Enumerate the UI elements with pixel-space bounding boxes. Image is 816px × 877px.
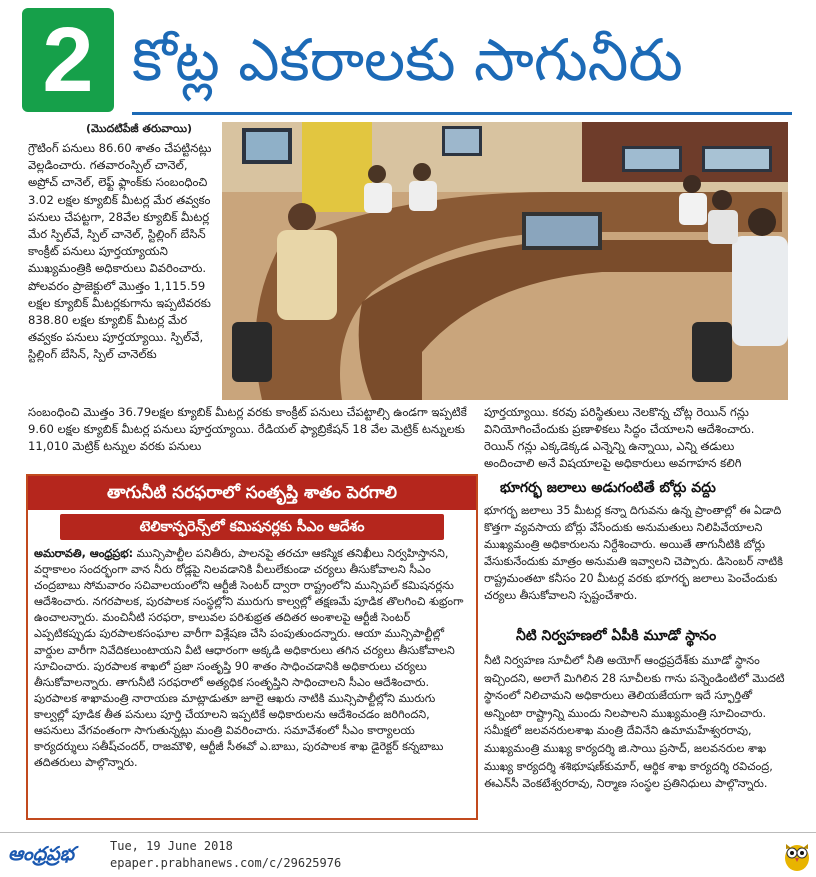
headline-number: 2 (42, 9, 94, 111)
continuation-text-right: పూర్తయ్యాయి. కరవు పరిస్థితులు నెలకొన్న చోట్ల రెయిన్ గన్లు వినియోగించేందుకు ప్రణాళికలు సిద్ధం చేయాలని ఆదేశించారు. రెయిన్ గన్లు ఎక్కడెక్కడ ఎన్నెన్ని ఉన్నాయి, ఎన్ని తడులు అందించాలి అనే విషయాలపై అధికారులు అవగాహన కలిగి (484, 405, 755, 470)
continuation-text-left: సంబంధించి మొత్తం 36.79లక్షల క్యూబిక్ మీటర్ల వరకు కాంక్రీట్ పనులు చేపట్టాల్సి ఉండగా ఇప్పటికే 9.60 లక్షల క్యూబిక్ మీటర్ల పనులు పూర్తయ్యాయి. రేడియల్ ఫ్యాబ్రికేషన్ 18 వేల మెట్రిక్ టన్నులకు 11,010 మెట్రిక్ టన్నుల వరకు పనులు (28, 405, 467, 453)
article-headline: తాగునీటి సరఫరాలో సంతృప్తి శాతం పెరగాలి (28, 476, 476, 510)
article-body (34, 546, 470, 814)
groundwater-body: భూగర్భ జలాలు 35 మీటర్ల కన్నా దిగువను ఉన్న ప్రాంతాల్లో ఈ ఏడాది కొత్తగా వ్యవసాయ బోర్లు వేసేందుకు అనుమతులు నిలిపివేయాలని ముఖ్యమంత్రి అధికారులను నిర్దేశించారు. అయితే తాగునీటికి బోర్లు వేసుకునేందుకు మాత్రం అనుమతి ఇవ్వాలని చెప్పారు. డిసెంబర్ నాటికి రాష్ట్రమంతటా కనీసం 20 మీటర్ల వరకు భూగర్భ జలాలు పెంచేందుకు చర్యలు తీసుకోవాలని స్పష్టంచేశారు. (484, 504, 783, 602)
meeting-photo (222, 122, 788, 400)
left-column-text: గ్రౌటింగ్ పనులు 86.60 శాతం చేపట్టినట్లు వెల్లడించారు. గతవారంస్పిల్ చానెల్, అప్రోచ్ చానెల్, లెఫ్ట్ ఫ్లాంక్‌కు సంబంధించి 3.02 లక్షల క్యూబిక్ మీటర్ల మేర తవ్వకం పనులు చేపట్టగా, 28వేల క్యూబిక్ మీటర్ల మేర స్పిల్‌వే, స్పిల్ చానెల్, స్టిల్లింగ్ బేసిన్ కాంక్రీట్ పనులు పూర్తయ్యాయని ముఖ్యమంత్రికి అధికారులు వివరించారు. పోలవరం ప్రాజెక్టులో మొత్తం 1,115.59 లక్షల క్యూబిక్ మీటర్లకుగాను ఇప్పటివరకు 838.80 లక్షల క్యూబిక్ మీటర్ల మేర తవ్వకం పనులు పూర్తయ్యాయి. స్పిల్‌వే, స్టిల్లింగ్ బేసిన్, స్పిల్ చానెల్‌కు (28, 141, 212, 362)
continued-from-front-page-label: (మొదటిపేజీ తరువాయి) (85, 122, 192, 135)
page-headline: కోట్ల ఎకరాలకు సాగునీరు (132, 26, 683, 94)
article-body-text: మున్సిపాల్టీల పనితీరు, పాలనపై తరచూ ఆకస్మిక తనిఖీలు నిర్వహిస్తానని, వర్షాకాలం సందర్భంగా వాన నీరు రోడ్లపై నిలవడానికి వీలులేకుండా చర్యలు తీసుకోవాలని సీఎం చంద్రబాబు సోమవారం సచివాలయంలోని ఆర్టీజీ సెంటర్ ద్వారా రాష్ట్రంలోని మున్సిపల్ కమిషనర్లను ఆదేశించారు. నగరపాలక, పురపాలక సంస్థల్లోని మురుగు కాల్వల్లో తక్షణమే పూడిక తొలగించి శుభ్రంగా ఉంచాలన్నారు. మంచినీటి సరఫరా, కాలువల పరిశుభ్రత తదితర అంశాలపై ఆర్టీజీ సెంటర్ ఎప్పటికప్పుడు పురపాలకసంఘాల వారీగా విశ్లేషణ చేసి పంపుతుందన్నారు. ఆయా మున్సిపాల్టీల్లో వార్డుల వారీగా నివేదికలుంటాయని వీటి ఆధారంగా అక్కడి అధికారులు తగిన చర్యలు తీసుకోవాలని సూచించారు. పురపాలక శాఖలో ప్రజా సంతృప్తి 90 శాతం సాధించడానికి అధికారులు చర్యలు తీసుకోవాలన్నారు. తాగునీటి సరఫరాలో అత్యధిక సంతృప్తిని సాధించాలని సీఎం ఆదేశించారు. పురపాలక శాఖామంత్రి నారాయణ మాట్లాడుతూ జూలై ఆఖరు నాటికి మున్సిపాల్టీల్లోని మురుగు కాల్వల్లో పూడిక తీత పనులు పూర్తి చేయాలని ఇప్పటికే అధికారులను ఆదేశించడం జరిగిందని, ఆపనులు వేగవంతంగా సాగుతున్నట్లు మంత్రి వివరించారు. సమావేశంలో సీఎం కార్యాలయ కార్యదర్శులు సతీష్‌చందర్, రాజమౌళి, ఆర్టీజీ సీఈవో ఎ.బాబు, పురపాలక శాఖ డైరెక్టర్ కన్నబాబు తదితరులు పాల్గొన్నారు. (34, 547, 464, 770)
newspaper-logo: ఆంధ్రప్రభ (8, 843, 74, 865)
headline-number-box (22, 8, 114, 112)
article-dateline: అమరావతి, ఆంధ్రప్రభ: (34, 547, 134, 560)
article-subheadline: టెలికాన్ఫరెన్స్‌లో కమిషనర్లకు సీఎం ఆదేశం (60, 514, 444, 540)
edition-date: Tue, 19 June 2018 (110, 839, 233, 853)
water-management-headline: నీటి నిర్వహణలో ఏపీకి మూడో స్థానం (516, 628, 717, 644)
owl-mascot-icon (782, 838, 812, 872)
groundwater-headline: భూగర్భ జలాలు అడుగంటితే బోర్లు వద్దు (500, 480, 716, 496)
headline-divider (132, 112, 792, 115)
water-management-body: నీటి నిర్వహణ సూచీలో నీతి అయోగ్ ఆంధ్రప్రదేశ్‌కు మూడో స్థానం ఇచ్చిందని, అలాగే మిగిలిన 28 సూచీలకు గాను పన్నెండింటిలో మొదటి స్థానంలో నిలిచామని అధికారులు తెలియజేయగా ఇదే స్ఫూర్తితో అన్నింటా రాష్ట్రాన్ని ముందు నిలపాలని ముఖ్యమంత్రి సూచించారు. సమీక్షలో జలవనరులశాఖ మంత్రి దేవినేని ఉమామహేశ్వరరావు, ముఖ్యమంత్రి ముఖ్య కార్యదర్శి జి.సాయి ప్రసాద్, జలవనరుల శాఖ ముఖ్య కార్యదర్శి శశిభూషణ్‌కుమార్, ఆర్థిక శాఖ కార్యదర్శి రవిచంద్ర, ఈఎన్‌సీ వెంకటేశ్వరరావు, నిర్మాణ సంస్థల ప్రతినిధులు పాల్గొన్నారు. (484, 654, 785, 791)
footer-divider (0, 832, 816, 833)
epaper-url[interactable]: epaper.prabhanews.com/c/29625976 (110, 856, 342, 870)
